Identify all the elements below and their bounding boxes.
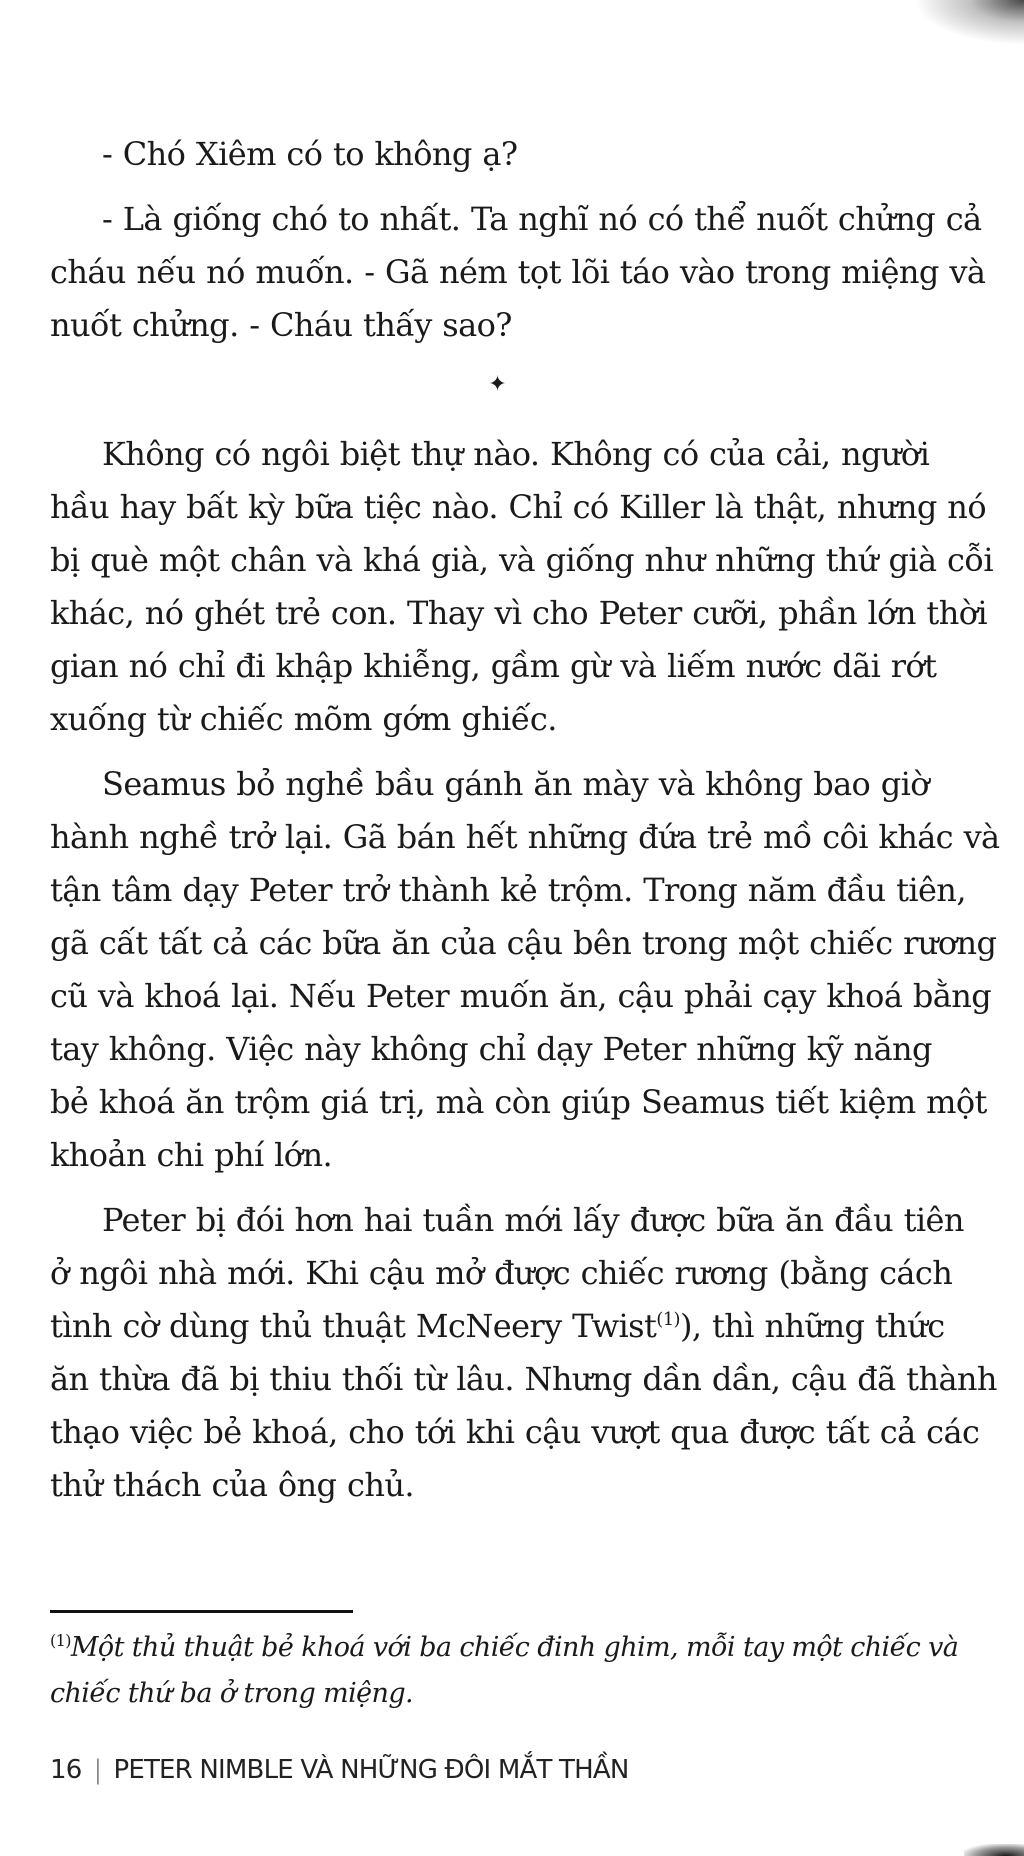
page-number: 16 [50, 1755, 82, 1785]
footnote-divider [50, 1610, 353, 1613]
page-corner-shadow-bottom [964, 1844, 1024, 1856]
text-line: gian nó chỉ đi khập khiễng, gầm gừ và liếm nước dãi rớt [50, 647, 937, 685]
footnote [50, 1625, 980, 1717]
text-line: khoản chi phí lớn. [50, 1136, 333, 1174]
text-segment: ), thì những thức [679, 1307, 945, 1345]
footer-separator: | [93, 1755, 102, 1785]
text-line: tay không. Việc này không chỉ dạy Peter những kỹ năng [50, 1030, 932, 1068]
paragraph-2 [50, 758, 1000, 1182]
running-footer [50, 1755, 628, 1785]
text-line: xuống từ chiếc mõm gớm ghiếc. [50, 700, 557, 738]
text-line: thử thách của ông chủ. [50, 1466, 414, 1504]
text-line: cũ và khoá lại. Nếu Peter muốn ăn, cậu phải cạy khoá bằng [50, 977, 992, 1015]
paragraph-3 [50, 1194, 997, 1512]
text-line: bẻ khoá ăn trộm giá trị, mà còn giúp Seamus tiết kiệm một [50, 1083, 987, 1121]
text-line: thạo việc bẻ khoá, cho tới khi cậu vượt qua được tất cả các [50, 1413, 980, 1451]
text-line: nuốt chửng. - Cháu thấy sao? [50, 306, 512, 344]
text-line: Peter bị đói hơn hai tuần mới lấy được bữa ăn đầu tiên [102, 1201, 964, 1239]
text-line-with-footnote [50, 1300, 965, 1353]
text-line: hầu hay bất kỳ bữa tiệc nào. Chỉ có Killer là thật, nhưng nó [50, 488, 986, 526]
text-line: ở ngôi nhà mới. Khi cậu mở được chiếc rương (bằng cách [50, 1254, 953, 1292]
text-line: cháu nếu nó muốn. - Gã ném tọt lõi táo vào trong miệng và [50, 253, 986, 291]
text-line: hành nghề trở lại. Gã bán hết những đứa trẻ mồ côi khác và [50, 818, 1000, 856]
text-line: bị què một chân và khá già, và giống như những thứ già cỗi [50, 541, 993, 579]
page-corner-shadow [914, 0, 1024, 45]
text-line: Seamus bỏ nghề bầu gánh ăn mày và không bao giờ [102, 765, 929, 803]
page-body [50, 128, 1000, 1512]
text-line: tận tâm dạy Peter trở thành kẻ trộm. Trong năm đầu tiên, [50, 871, 966, 909]
text-line: gã cất tất cả các bữa ăn của cậu bên trong một chiếc rương [50, 924, 997, 962]
text-line: - Chó Xiêm có to không ạ? [102, 135, 518, 173]
section-break-ornament-icon: ✦ [488, 372, 507, 397]
footnote-text: Một thủ thuật bẻ khoá với ba chiếc đinh ghim, mỗi tay một chiếc và [70, 1632, 959, 1663]
paragraph-1 [50, 428, 993, 746]
footnote-text: chiếc thứ ba ở trong miệng. [50, 1678, 414, 1709]
dialogue-2 [50, 193, 986, 352]
footnote-reference[interactable]: (1) [656, 1309, 680, 1330]
text-line: Không có ngôi biệt thự nào. Không có của cải, người [102, 435, 930, 473]
book-title: PETER NIMBLE VÀ NHỮNG ĐÔI MẮT THẦN [113, 1755, 629, 1785]
dialogue-1 [50, 128, 965, 181]
text-line: - Là giống chó to nhất. Ta nghĩ nó có thể nuốt chửng cả [102, 200, 982, 238]
footnote-marker: (1) [50, 1631, 71, 1650]
text-line: khác, nó ghét trẻ con. Thay vì cho Peter cưỡi, phần lớn thời [50, 594, 988, 632]
text-line: ăn thừa đã bị thiu thối từ lâu. Nhưng dần dần, cậu đã thành [50, 1360, 997, 1398]
text-segment: tình cờ dùng thủ thuật McNeery Twist [50, 1307, 657, 1345]
